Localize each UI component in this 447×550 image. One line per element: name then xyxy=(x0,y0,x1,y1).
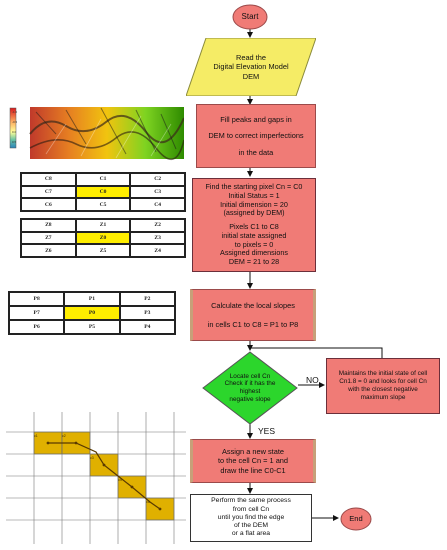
grid-cell: P5 xyxy=(64,320,119,334)
perform-line4: of the DEM xyxy=(234,522,268,530)
grid-cell: P7 xyxy=(9,306,64,320)
grid-p-cells xyxy=(8,291,176,335)
grid-cell: P1 xyxy=(64,292,119,306)
grid-cell: C2 xyxy=(130,173,185,186)
no-branch-box xyxy=(326,358,440,414)
assign-line3: draw the line C0-C1 xyxy=(220,465,286,475)
perform-line1: Perform the same process xyxy=(211,497,291,505)
dem-legend-tick: 0.0 xyxy=(12,130,17,134)
read-dem-line3: DEM xyxy=(242,71,260,81)
grid-cell-center: Z0 xyxy=(76,232,131,245)
fill-line1: Fill peaks and gaps in xyxy=(220,114,292,124)
find-line5: Pixels C1 to C8 xyxy=(229,222,279,232)
grid-cell: P2 xyxy=(120,292,175,306)
grid-cell: Z3 xyxy=(130,232,185,245)
perform-line3: until you find the edge xyxy=(217,513,285,521)
grid-z-cells xyxy=(20,218,186,258)
grid-cell: P3 xyxy=(120,306,175,320)
decision-line1: Locate cell Cn xyxy=(229,372,271,380)
find-line2: Initial Status = 1 xyxy=(228,190,280,200)
grid-cell: C8 xyxy=(21,173,76,186)
perform-line5: or a flat area xyxy=(231,530,271,538)
assign-line2: to the cell Cn = 1 and xyxy=(217,456,289,466)
read-dem-text xyxy=(196,38,306,96)
grid-cell: Z8 xyxy=(21,219,76,232)
find-line8: Assigned dimensions xyxy=(220,248,288,258)
no-line4: maximum slope xyxy=(360,394,406,401)
fill-line2: DEM to correct imperfections xyxy=(208,131,304,141)
no-label: NO xyxy=(306,375,319,385)
grid-cell-center: P0 xyxy=(64,306,119,320)
find-start-box xyxy=(192,178,316,272)
path-label: c2 xyxy=(62,434,66,438)
path-label: c1 xyxy=(34,434,38,438)
no-line3: with the closest negative xyxy=(348,386,418,393)
grid-cell: C7 xyxy=(21,186,76,199)
find-line1: Find the starting pixel Cn = C0 xyxy=(205,181,303,191)
perform-box xyxy=(190,494,312,542)
no-line2: Cn1.8 = 0 and looks for cell Cn xyxy=(339,378,427,385)
slopes-line1: Calculate the local slopes xyxy=(211,301,295,311)
find-line3: Initial dimension = 20 xyxy=(220,199,288,209)
find-line6: initial state assigned xyxy=(221,230,287,240)
grid-cell: P4 xyxy=(120,320,175,334)
path-label: c4 xyxy=(118,478,122,482)
perform-line2: from cell Cn xyxy=(232,505,270,513)
decision-text xyxy=(214,369,286,407)
grid-cell: C1 xyxy=(76,173,131,186)
grid-cell: Z2 xyxy=(130,219,185,232)
assign-box xyxy=(190,439,316,483)
dem-legend-tick: -1.0 xyxy=(12,110,18,114)
local-slopes-box xyxy=(190,289,316,341)
grid-cell: Z1 xyxy=(76,219,131,232)
grid-cell: C5 xyxy=(76,198,131,211)
assign-line1: Assign a new state xyxy=(221,447,285,457)
find-line4: (assigned by DEM) xyxy=(223,208,285,218)
dem-legend-tick: 0.5 xyxy=(12,140,17,144)
start-label: Start xyxy=(241,12,259,21)
grid-cell: C6 xyxy=(21,198,76,211)
read-dem-line2: Digital Elevation Model xyxy=(213,62,289,72)
fill-peaks-box xyxy=(196,104,316,168)
grid-cell-center: C0 xyxy=(76,186,131,199)
find-line9: DEM = 21 to 28 xyxy=(228,257,280,267)
grid-cell: P8 xyxy=(9,292,64,306)
grid-cell: Z4 xyxy=(130,244,185,257)
end-label: End xyxy=(349,514,363,524)
grid-cell: Z6 xyxy=(21,244,76,257)
dem-legend-tick: -0.5 xyxy=(12,120,18,124)
grid-cell: Z7 xyxy=(21,232,76,245)
grid-cell: C3 xyxy=(130,186,185,199)
fill-line3: in the data xyxy=(238,148,274,158)
dem-legend-ticks xyxy=(12,107,24,147)
no-line1: Maintains the initial state of cell xyxy=(338,370,428,377)
decision-line2: Check if it has the highest xyxy=(224,380,276,395)
find-line7: to pixels = 0 xyxy=(234,239,274,249)
grid-cell: C4 xyxy=(130,198,185,211)
path-grid xyxy=(6,412,186,544)
path-label: c3 xyxy=(90,456,94,460)
grid-cell: P6 xyxy=(9,320,64,334)
slopes-line2: in cells C1 to C8 = P1 to P8 xyxy=(207,319,299,329)
read-dem-line1: Read the xyxy=(236,53,266,63)
grid-c-cells xyxy=(20,172,186,212)
grid-cell: Z5 xyxy=(76,244,131,257)
decision-line3: negative slope xyxy=(229,395,271,403)
dem-elevation-map xyxy=(6,104,184,162)
path-label: c5 xyxy=(146,500,150,504)
yes-label: YES xyxy=(258,426,276,436)
